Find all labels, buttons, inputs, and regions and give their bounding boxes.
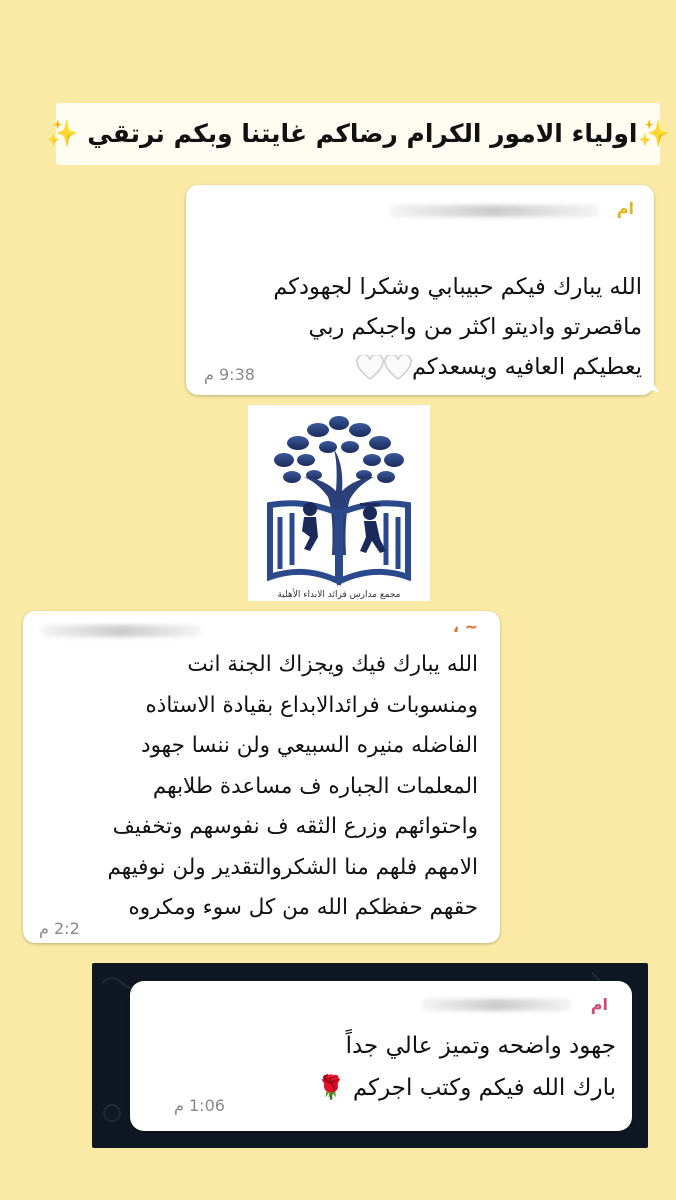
- message-time: 2:2 م: [39, 919, 80, 938]
- tree-book-logo-icon: [248, 405, 430, 601]
- chat-bubble-3: [130, 981, 632, 1131]
- message-time: 9:38 م: [204, 365, 255, 384]
- sender-name: ام: [590, 995, 608, 1014]
- chat-bubble-1: [186, 185, 654, 395]
- message-text: الله يبارك فيك ويجزاك الجنة انت ومنسوبات فرائدالابداع بقيادة الاستاذه الفاضله منيره السبيعي ولن ننسا جهود المعلمات الجباره ف مساعدة طلابهم واحتوائهم وزرع الثقه ف نفوسهم وتخفيف الامهم فلهم منا الشكروالتقدير ولن نوفيهم حقهم حفظكم الله من كل سوء ومكروه: [107, 652, 478, 920]
- redacted-sender: [41, 625, 201, 637]
- chat-bubble-2: [23, 611, 500, 943]
- school-logo: [248, 405, 430, 601]
- screenshot-card: [92, 963, 648, 1148]
- banner-title: [46, 119, 670, 149]
- sparkle-icon: ✨: [637, 119, 670, 149]
- sender-name: ام: [616, 199, 634, 218]
- banner-text: اولياء الامور الكرام رضاكم غايتنا وبكم نرتقي: [87, 119, 638, 148]
- message-text: جهود واضحه وتميز عالي جداً بارك الله فيكم وكتب اجركم 🌹: [316, 1033, 616, 1101]
- message-time: 1:06 م: [174, 1096, 225, 1115]
- sparkle-icon: ✨: [46, 119, 79, 149]
- sender-name: ~ ،: [452, 617, 478, 636]
- white-heart-icon: [356, 354, 412, 380]
- bubble-tail: [648, 372, 662, 392]
- redacted-sender: [389, 205, 599, 217]
- logo-caption: مجمع مدارس فرائد الابداء الأهلية: [277, 590, 401, 600]
- header-banner: [46, 103, 670, 165]
- redacted-sender: [422, 999, 572, 1011]
- message-text: الله يبارك فيكم حبيبابي وشكرا لجهودكم ماقصرتو واديتو اكثر من واجبكم ربي يعطيكم العافيه ويسعدكم: [273, 274, 642, 380]
